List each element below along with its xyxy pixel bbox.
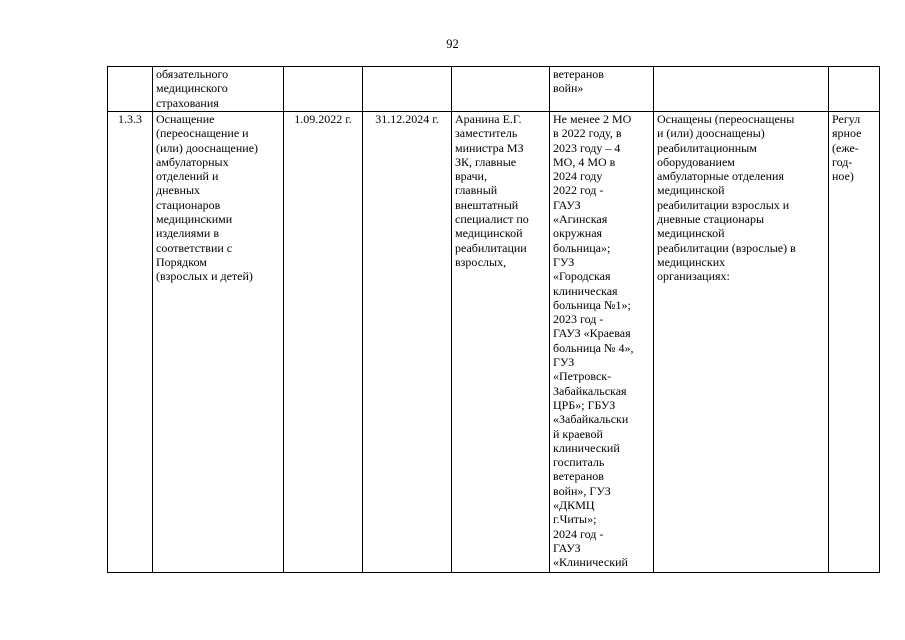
start-date-cell bbox=[284, 67, 363, 112]
plan-table bbox=[107, 66, 880, 573]
table-row bbox=[108, 112, 880, 573]
table-row bbox=[108, 67, 880, 112]
frequency-cell: Регул ярное (еже- год- ное) bbox=[829, 112, 880, 573]
frequency-cell bbox=[829, 67, 880, 112]
responsible-cell: Аранина Е.Г. заместитель министра МЗ ЗК, главные врачи, главный внештатный специалист по медицинской реабилитации взрослых, bbox=[452, 112, 550, 573]
row-number-cell bbox=[108, 67, 153, 112]
result-cell: Оснащены (переоснащены и (или) дооснащены) реабилитационным оборудованием амбулаторные отделения медицинской реабилитации взрослых и дневные стационары медицинской реабилитации (взрослые) в медицинских организациях: bbox=[654, 112, 829, 573]
result-cell bbox=[654, 67, 829, 112]
measure-cell: Оснащение (переоснащение и (или) дооснащение) амбулаторных отделений и дневных стационаров медицинскими изделиями в соответствии с Порядком (взрослых и детей) bbox=[153, 112, 284, 573]
start-date-cell: 1.09.2022 г. bbox=[284, 112, 363, 573]
measure-cell: обязательного медицинского страхования bbox=[153, 67, 284, 112]
executors-cell: ветеранов войн» bbox=[550, 67, 654, 112]
executors-cell: Не менее 2 МО в 2022 году, в 2023 году – 4 МО, 4 МО в 2024 году 2022 год - ГАУЗ «Агинская окружная больница»; ГУЗ «Городская клиническая больница №1»; 2023 год - ГАУЗ «Краевая больница № 4», ГУЗ «Петровск- Забайкальская ЦРБ»; ГБУЗ «Забайкальски й краевой клинический госпиталь ветеранов войн», ГУЗ «ДКМЦ г.Читы»; 2024 год - ГАУЗ «Клинический bbox=[550, 112, 654, 573]
end-date-cell bbox=[363, 67, 452, 112]
end-date-cell: 31.12.2024 г. bbox=[363, 112, 452, 573]
row-number-cell: 1.3.3 bbox=[108, 112, 153, 573]
responsible-cell bbox=[452, 67, 550, 112]
page-number: 92 bbox=[446, 37, 459, 51]
